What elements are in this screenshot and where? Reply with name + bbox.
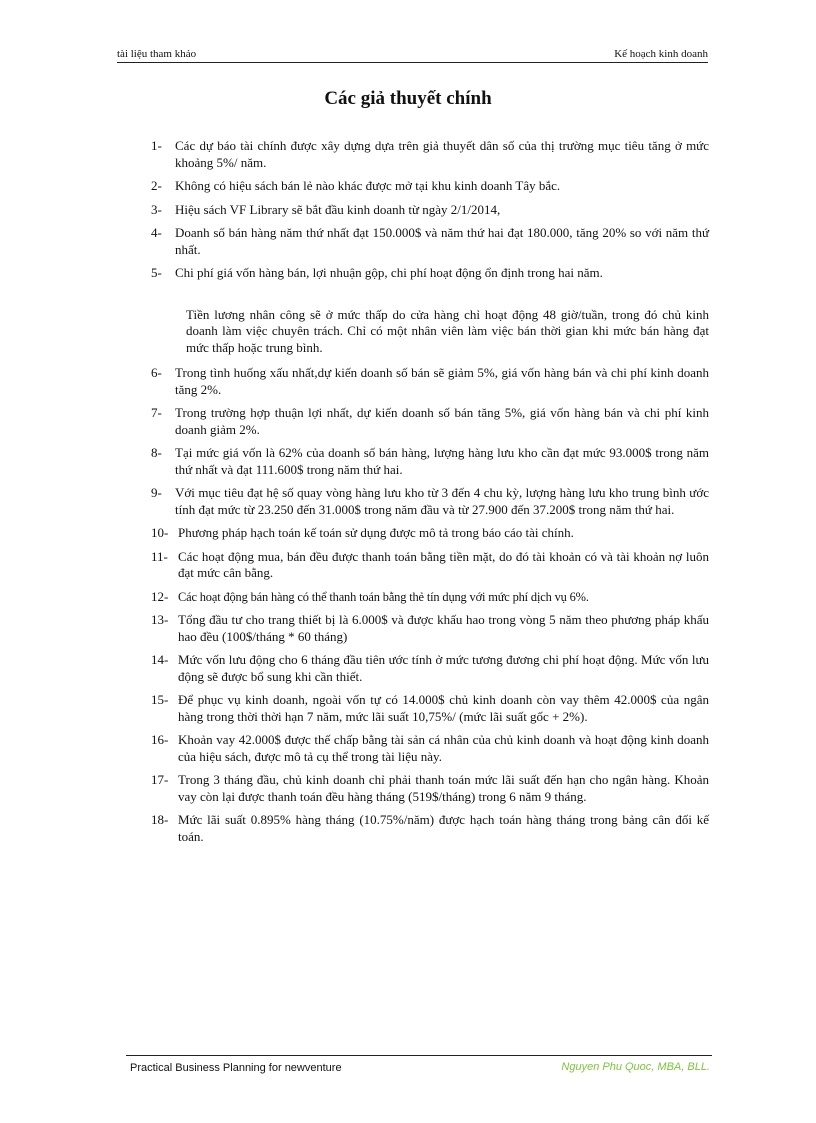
- list-item: [151, 202, 709, 219]
- item-number: 4-: [151, 225, 162, 240]
- list-item: [151, 138, 709, 171]
- item-number: 13-: [151, 612, 169, 627]
- list-item: [151, 652, 709, 685]
- item-text: Mức vốn lưu động cho 6 tháng đầu tiên ước tính ở mức tương đương chi phí hoạt động. Mức vốn lưu động sẽ được bổ sung khi cần thiết.: [178, 652, 709, 684]
- item-text: Tổng đầu tư cho trang thiết bị là 6.000$ và được khấu hao trong vòng 5 năm theo phương pháp khấu hao đều (100$/tháng * 60 tháng): [178, 612, 709, 644]
- item-text: Trong 3 tháng đầu, chủ kinh doanh chỉ phải thanh toán mức lãi suất đến hạn cho ngân hàng. Khoản vay còn lại được thanh toán đều hàng tháng (519$/tháng) trong 6 năm 9 tháng.: [178, 772, 709, 804]
- header-right-text: Kế hoạch kinh doanh: [614, 48, 708, 60]
- list-item: [151, 485, 709, 518]
- item-number: 7-: [151, 405, 162, 420]
- item-text: Phương pháp hạch toán kế toán sử dụng được mô tả trong báo cáo tài chính.: [178, 525, 574, 540]
- item-number: 14-: [151, 652, 169, 667]
- header-left-text: tài liệu tham khảo: [117, 48, 197, 60]
- item-text: Chi phí giá vốn hàng bán, lợi nhuận gộp, chi phí hoạt động ổn định trong hai năm.: [175, 265, 603, 280]
- item-number: 16-: [151, 732, 169, 747]
- salary-note: Tiền lương nhân công sẽ ở mức thấp do cửa hàng chỉ hoạt động 48 giờ/tuần, trong đó chủ kinh doanh làm việc chuyên trách. Chỉ có một nhân viên làm việc bán thời gian khi mức bán hàng đạt mức thấp hoặc trung bình.: [186, 306, 709, 355]
- item-text: Các hoạt động bán hàng có thể thanh toán bằng thẻ tín dụng với mức phí dịch vụ 6%.: [178, 589, 589, 604]
- item-text: Hiệu sách VF Library sẽ bắt đầu kinh doanh từ ngày 2/1/2014,: [175, 201, 501, 217]
- item-text: Doanh số bán hàng năm thứ nhất đạt 150.000$ và năm thứ hai đạt 180.000, tăng 20% so với năm thứ nhất.: [175, 225, 709, 257]
- item-text: Không có hiệu sách bán lẻ nào khác được mở tại khu kinh doanh Tây bắc.: [175, 178, 561, 193]
- item-number: 15-: [151, 692, 169, 707]
- list-item: [151, 445, 709, 478]
- item-number: 1-: [151, 138, 162, 153]
- page-footer: [126, 1055, 712, 1074]
- item-text: Để phục vụ kinh doanh, ngoài vốn tự có 14.000$ chủ kinh doanh còn vay thêm 42.000$ của ngân hàng trong thời thời hạn 7 năm, mức lãi suất 10,75%/ (mức lãi suất gốc + 2%).: [178, 692, 709, 724]
- item-number: 3-: [151, 201, 162, 217]
- list-item: [151, 405, 709, 438]
- item-text: Với mục tiêu đạt hệ số quay vòng hàng lưu kho từ 3 đến 4 chu kỳ, lượng hàng lưu kho trung bình ước tính đạt mức từ 23.250 đến 31.000$ trong năm đầu và từ 27.900 đến 37.200$ trong năm thứ hai.: [175, 485, 709, 517]
- item-number: 2-: [151, 178, 162, 193]
- item-number: 10-: [151, 525, 169, 540]
- item-text: Mức lãi suất 0.895% hàng tháng (10.75%/năm) được hạch toán hàng tháng trong bảng cân đối kế toán.: [178, 812, 709, 844]
- assumptions-list: [151, 138, 709, 852]
- item-text: Tại mức giá vốn là 62% của doanh số bán hàng, lượng hàng lưu kho cần đạt mức 93.000$ trong năm thứ nhất và đạt 111.600$ trong năm thứ hai.: [175, 445, 709, 477]
- list-item: [151, 365, 709, 398]
- item-number: 11-: [151, 548, 168, 564]
- item-text: Các dự báo tài chính được xây dựng dựa trên giả thuyết dân số của thị trường mục tiêu tăng ở mức khoảng 5%/ năm.: [175, 138, 709, 170]
- page-title: Các giả thuyết chính: [324, 88, 492, 109]
- item-number: 8-: [151, 445, 162, 460]
- item-number: 12-: [151, 588, 169, 604]
- item-text: Trong trường hợp thuận lợi nhất, dự kiến doanh số bán tăng 5%, giá vốn hàng bán và chi phí kinh doanh giảm 2%.: [175, 405, 709, 437]
- item-text: Các hoạt động mua, bán đều được thanh toán bằng tiền mặt, do đó tài khoản có và tài khoản nợ luôn đạt mức cân bằng.: [178, 548, 709, 580]
- list-item: [151, 692, 709, 725]
- item-number: 9-: [151, 485, 162, 500]
- page-header: [117, 46, 708, 63]
- item-number: 5-: [151, 265, 162, 280]
- footer-author: Nguyen Phu Quoc, MBA, BLL.: [561, 1061, 710, 1073]
- list-item: [151, 732, 709, 765]
- item-number: 6-: [151, 365, 162, 380]
- list-item: [151, 812, 709, 845]
- item-number: 18-: [151, 812, 169, 827]
- list-item: [151, 549, 709, 582]
- list-item: [151, 772, 709, 805]
- list-item: [151, 612, 709, 645]
- item-text: Khoản vay 42.000$ được thế chấp bằng tài sản cá nhân của chủ kinh doanh và hoạt động kinh doanh của hiệu sách, được mô tả cụ thể trong tài liệu này.: [178, 732, 709, 764]
- footer-left-text: Practical Business Planning for newventure: [130, 1062, 342, 1074]
- item-number: 17-: [151, 772, 169, 787]
- list-item: [151, 265, 709, 282]
- list-item: [151, 178, 709, 195]
- item-text: Trong tình huống xấu nhất,dự kiến doanh số bán sẽ giảm 5%, giá vốn hàng bán và chi phí kinh doanh tăng 2%.: [175, 365, 709, 397]
- list-item: [151, 525, 709, 542]
- list-item: [151, 225, 709, 258]
- list-item: [151, 589, 709, 606]
